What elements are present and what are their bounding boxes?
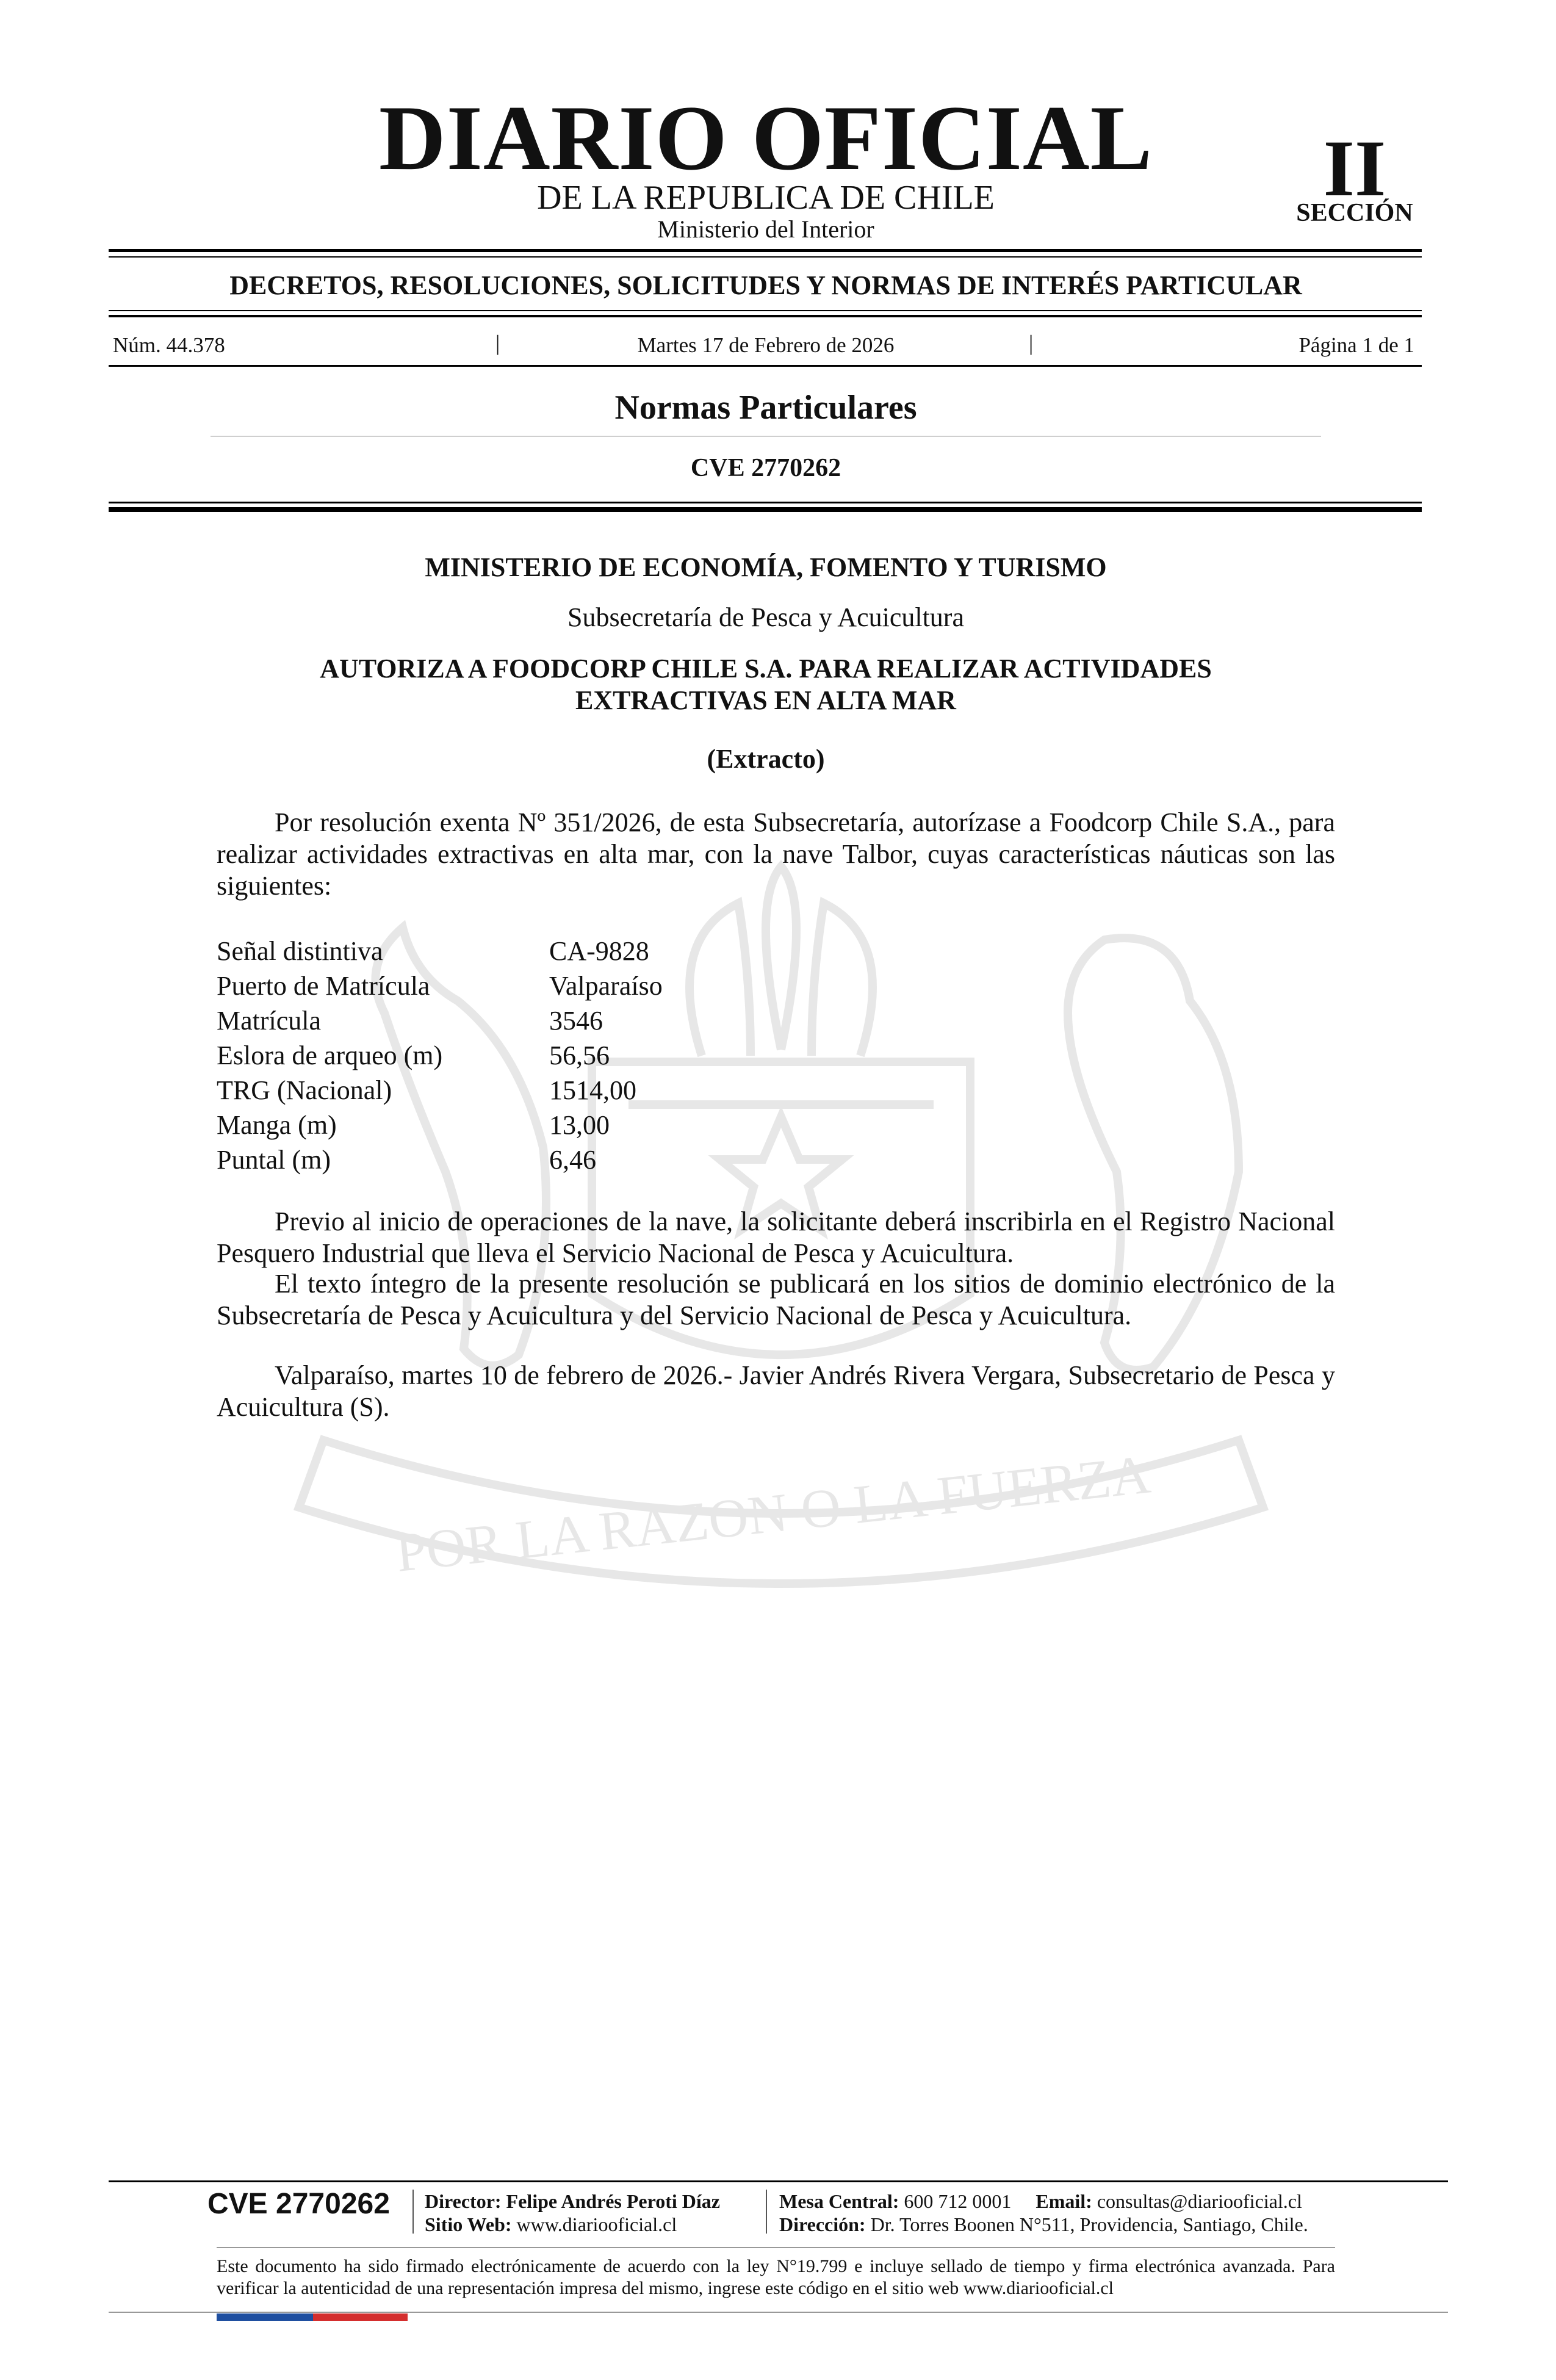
masthead-ministry: Ministerio del Interior <box>657 215 874 243</box>
footer-rule-bottom <box>109 2312 1448 2313</box>
mesa-phone: 600 712 0001 <box>904 2190 1012 2212</box>
spec-label: Puerto de Matrícula <box>217 971 430 1001</box>
spec-value: 1514,00 <box>549 1075 636 1105</box>
section-heading-rule <box>211 436 1321 437</box>
spec-row <box>217 968 663 1003</box>
email-label: Email: <box>1036 2190 1092 2212</box>
paragraph-resolution: Por resolución exenta Nº 351/2026, de esta Subsecretaría, autorízase a Foodcorp Chile S.A., para realizar actividades extractivas en alta mar, con la nave Talbor, cuyas características náuticas son las siguientes: <box>217 807 1335 901</box>
spec-row <box>217 1038 663 1073</box>
spec-row <box>217 1108 663 1142</box>
paragraph-signature: Valparaíso, martes 10 de febrero de 2026.- Javier Andrés Rivera Vergara, Subsecretario de Pesca y Acuicultura (S). <box>217 1360 1335 1422</box>
paragraph-registration: Previo al inicio de operaciones de la nave, la solicitante deberá inscribirla en el Registro Nacional Pesquero Industrial que lleva el Servicio Nacional de Pesca y Acuicultura. <box>217 1206 1335 1268</box>
website-link[interactable]: www.diariooficial.cl <box>516 2213 677 2235</box>
spec-value: 13,00 <box>549 1110 610 1140</box>
paragraph-publication: El texto íntegro de la presente resolución se publicará en los sitios de dominio electrónico de la Subsecretaría de Pesca y Acuicultura y del Servicio Nacional de Pesca y Acuicultura. <box>217 1269 1335 1330</box>
ministry-heading: MINISTERIO DE ECONOMÍA, FOMENTO Y TURISMO <box>425 552 1107 582</box>
spec-value: 6,46 <box>549 1145 596 1175</box>
footer-rule-top <box>109 2180 1448 2182</box>
footer-cve-code: CVE 2770262 <box>207 2188 390 2220</box>
header-end-rule-thick <box>109 507 1422 512</box>
spec-label: Eslora de arqueo (m) <box>217 1040 443 1070</box>
address-value: Dr. Torres Boonen N°511, Providencia, Santiago, Chile. <box>870 2213 1308 2235</box>
spec-label: Puntal (m) <box>217 1145 331 1175</box>
category-heading: DECRETOS, RESOLUCIONES, SOLICITUDES Y NORMAS DE INTERÉS PARTICULAR <box>229 270 1302 300</box>
address-label: Dirección: <box>779 2213 866 2235</box>
email-link[interactable]: consultas@diariooficial.cl <box>1097 2190 1302 2212</box>
spec-row <box>217 1003 663 1038</box>
issue-separator: | <box>495 331 500 355</box>
masthead-rule-thin <box>109 256 1422 258</box>
footer-separator <box>412 2190 414 2234</box>
issue-number: Núm. 44.378 <box>113 333 225 357</box>
mesa-label: Mesa Central: <box>779 2190 899 2212</box>
footer-separator <box>766 2190 767 2234</box>
section-number: II <box>1323 123 1386 213</box>
issue-date: Martes 17 de Febrero de 2026 <box>637 333 895 357</box>
spec-label: Señal distintiva <box>217 936 383 966</box>
spec-label: TRG (Nacional) <box>217 1075 392 1105</box>
website-label: Sitio Web: <box>425 2213 512 2235</box>
subsecretaria-heading: Subsecretaría de Pesca y Acuicultura <box>567 602 964 632</box>
section-heading: Normas Particulares <box>614 389 917 427</box>
spec-row <box>217 934 663 968</box>
flag-stripe-red <box>313 2313 408 2321</box>
spec-value: 56,56 <box>549 1040 610 1070</box>
section-label: SECCIÓN <box>1296 199 1413 227</box>
director-name: Felipe Andrés Peroti Díaz <box>506 2190 720 2212</box>
flag-stripe-blue <box>217 2313 313 2321</box>
category-rule-thick <box>109 315 1422 317</box>
masthead-rule-thick <box>109 249 1422 252</box>
cve-code: CVE 2770262 <box>690 454 841 482</box>
category-rule-thin <box>109 310 1422 311</box>
extracto-label: (Extracto) <box>707 744 825 774</box>
motto-text: POR LA RAZON O LA FUERZA <box>392 1444 1153 1584</box>
vessel-specs-table <box>217 934 663 1177</box>
footer-rule-mid <box>217 2247 1335 2248</box>
issue-rule <box>109 365 1422 367</box>
footer-director-block <box>425 2190 720 2236</box>
spec-label: Manga (m) <box>217 1110 337 1140</box>
masthead-subtitle: DE LA REPUBLICA DE CHILE <box>537 179 995 217</box>
spec-value: 3546 <box>549 1006 603 1036</box>
spec-label: Matrícula <box>217 1006 322 1036</box>
issue-separator: | <box>1029 331 1034 355</box>
director-label: Director: <box>425 2190 502 2212</box>
footer-contact-block <box>779 2190 1308 2236</box>
spec-row <box>217 1073 663 1108</box>
spec-value: Valparaíso <box>549 971 663 1001</box>
page-number: Página 1 de 1 <box>1298 333 1414 357</box>
spec-value: CA-9828 <box>549 936 649 966</box>
header-end-rule-thin <box>109 502 1422 503</box>
document-title: AUTORIZA A FOODCORP CHILE S.A. PARA REALIZAR ACTIVIDADES EXTRACTIVAS EN ALTA MAR <box>320 654 1212 715</box>
masthead-title: DIARIO OFICIAL <box>378 87 1153 189</box>
spec-row <box>217 1142 663 1177</box>
signature-disclaimer: Este documento ha sido firmado electrónicamente de acuerdo con la ley N°19.799 e incluye sellado de tiempo y firma electrónica avanzada. Para verificar la autenticidad de una representación impresa del mismo, ingrese este código en el sitio web www.diariooficial.cl <box>217 2256 1335 2298</box>
